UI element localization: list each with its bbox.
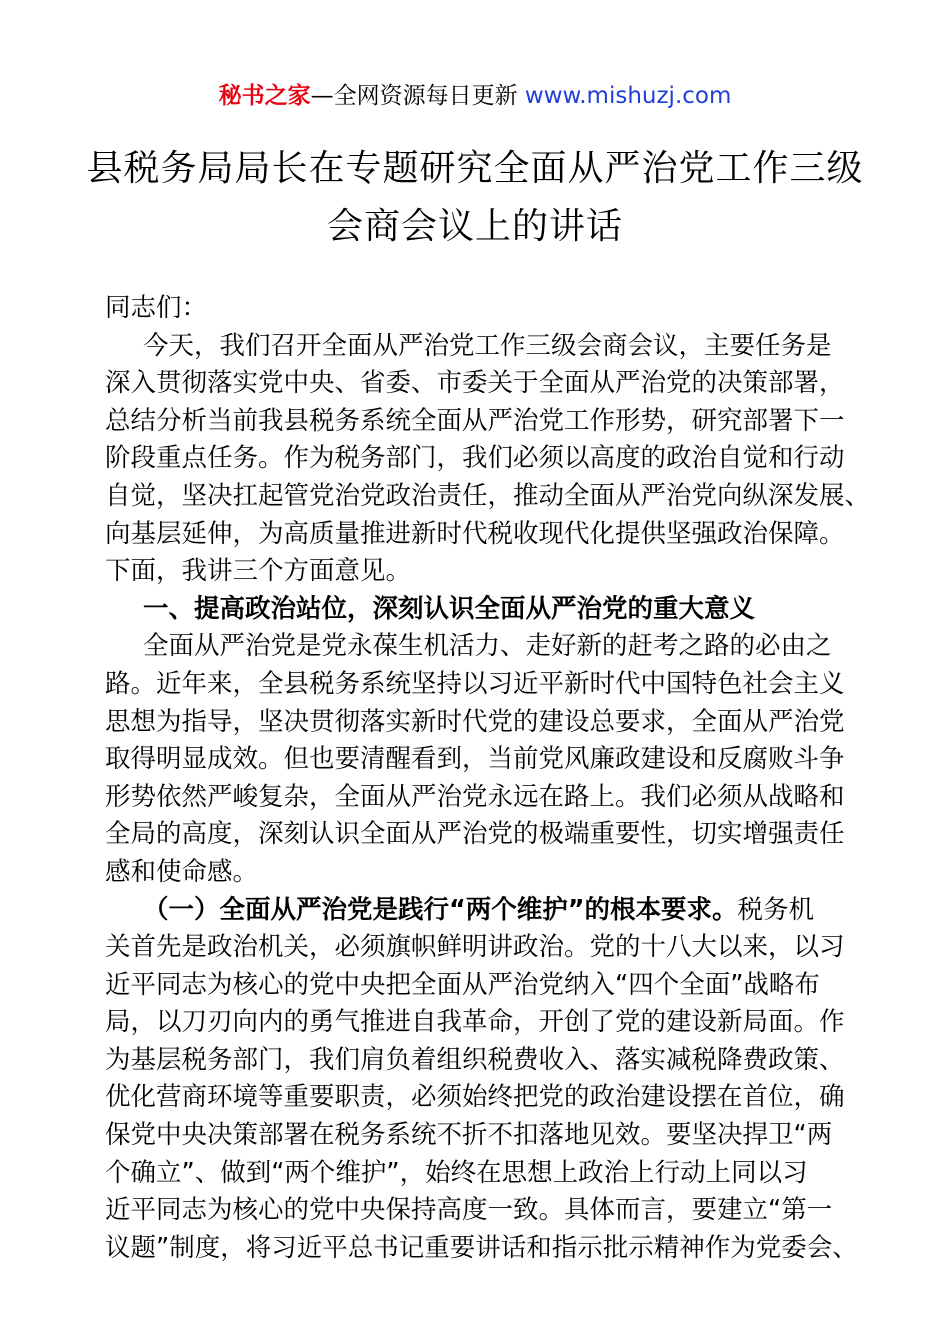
subsection-heading-1: （一）全面从严治党是践行“两个维护”的根本要求。: [143, 894, 738, 925]
paragraph-subsection-1: [105, 892, 858, 1268]
text-line: 向基层延伸，为高质量推进新时代税收现代化提供坚强政治保障。: [105, 518, 845, 549]
text-line: 阶段重点任务。作为税务部门，我们必须以高度的政治自觉和行动: [105, 443, 845, 474]
text-line: 思想为指导，坚决贯彻落实新时代党的建设总要求，全面从严治党: [105, 706, 845, 737]
text-line: 路。近年来，全县税务系统坚持以习近平新时代中国特色社会主义: [105, 668, 845, 699]
text-line: 取得明显成效。但也要清醒看到，当前党风廉政建设和反腐败斗争: [105, 744, 845, 775]
text-line: 议题”制度，将习近平总书记重要讲话和指示批示精神作为党委会、: [105, 1232, 858, 1263]
text-line: 近平同志为核心的党中央保持高度一致。具体而言，要建立“第一: [105, 1195, 833, 1226]
site-url[interactable]: www.mishuzj.com: [524, 83, 732, 109]
text-line: 自觉，坚决扛起管党治党政治责任，推动全面从严治党向纵深发展、: [105, 480, 871, 511]
text-line: 个确立”、做到“两个维护”，始终在思想上政治上行动上同以习: [105, 1157, 808, 1188]
document-body: [105, 290, 871, 1267]
brand-name: 秘书之家: [218, 83, 311, 109]
text-line: 今天，我们召开全面从严治党工作三级会商会议，主要任务是: [143, 330, 832, 361]
header-tagline: —全网资源每日更新: [310, 83, 518, 109]
text-fragment: 税务机: [737, 894, 815, 925]
text-line: 形势依然严峻复杂，全面从严治党永远在路上。我们必须从战略和: [105, 781, 845, 812]
text-line: 保党中央决策部署在税务系统不折不扣落地见效。要坚决捍卫“两: [105, 1120, 833, 1151]
text-line: 局，以刀刃向内的勇气推进自我革命，开创了党的建设新局面。作: [105, 1007, 845, 1038]
text-line: 近平同志为核心的党中央把全面从严治党纳入“四个全面”战略布: [105, 969, 820, 1000]
paragraph-intro: [105, 328, 871, 591]
text-line: 优化营商环境等重要职责，必须始终把党的政治建设摆在首位，确: [105, 1082, 845, 1113]
title-line-2: 会商会议上的讲话: [326, 206, 623, 247]
subsection-first-line: [105, 892, 850, 930]
text-line: 关首先是政治机关，必须旗帜鲜明讲政治。党的十八大以来，以习: [105, 932, 845, 963]
document-title: [60, 140, 890, 256]
site-header: [0, 80, 950, 112]
text-line: 深入贯彻落实党中央、省委、市委关于全面从严治党的决策部署，: [105, 368, 845, 399]
text-line: 下面，我讲三个方面意见。: [105, 556, 412, 587]
paragraph-significance: [105, 628, 850, 891]
section-heading-1: 一、提高政治站位，深刻认识全面从严治党的重大意义: [143, 593, 756, 624]
text-line: 为基层税务部门，我们肩负着组织税费收入、落实减税降费政策、: [105, 1044, 845, 1075]
text-line: 总结分析当前我县税务系统全面从严治党工作形势，研究部署下一: [105, 405, 845, 436]
text-line: 全面从严治党是党永葆生机活力、走好新的赶考之路的必由之: [143, 631, 832, 662]
text-line: 感和使命感。: [105, 856, 259, 887]
text-line: 全局的高度，深刻认识全面从严治党的极端重要性，切实增强责任: [105, 819, 845, 850]
title-line-1: 县税务局局长在专题研究全面从严治党工作三级: [86, 148, 864, 189]
salutation: 同志们：: [105, 293, 208, 323]
